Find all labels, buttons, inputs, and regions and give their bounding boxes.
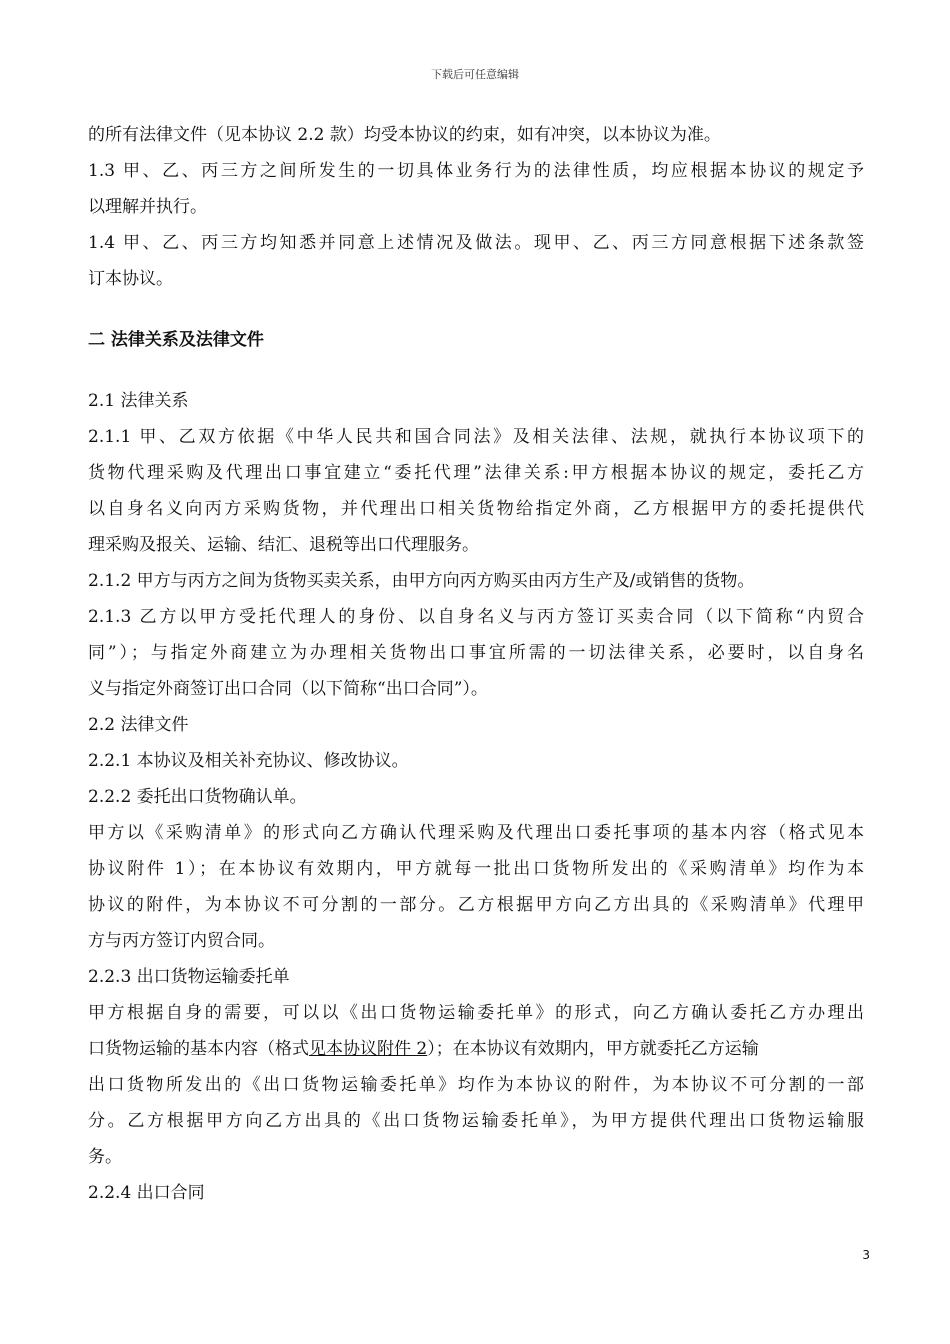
document-body <box>88 117 864 1211</box>
subsection-title: 2.2 法律文件 <box>88 715 189 735</box>
paragraph-line: 货物代理采购及代理出口事宜建立“委托代理”法律关系:甲方根据本协议的规定，委托乙方 <box>88 463 864 483</box>
paragraph-line <box>88 1031 864 1067</box>
underlined-reference: 见本协议附件 2 <box>309 1039 428 1059</box>
subsection-title: 2.1 法律关系 <box>88 391 189 411</box>
paragraph-line: 2.1.3 乙方以甲方受托代理人的身份、以自身名义与丙方签订买卖合同（以下简称“内贸合 <box>88 607 864 627</box>
subsection-title: 2.2.4 出口合同 <box>88 1183 205 1203</box>
paragraph-line: 务。 <box>88 1147 122 1167</box>
paragraph-line: 同”）；与指定外商建立为办理相关货物出口事宜所需的一切法律关系，必要时，以自身名 <box>88 643 864 663</box>
page-number: 3 <box>862 1248 870 1262</box>
paragraph-line: 分。乙方根据甲方向乙方出具的《出口货物运输委托单》，为甲方提供代理出口货物运输服 <box>88 1111 864 1131</box>
paragraph-line: 甲方根据自身的需要，可以以《出口货物运输委托单》的形式，向乙方确认委托乙方办理出 <box>88 1003 864 1023</box>
text-segment: 口货物运输的基本内容（格式 <box>88 1039 309 1059</box>
paragraph-line: 2.1.1 甲、乙双方依据《中华人民共和国合同法》及相关法律、法规，就执行本协议项下的 <box>88 427 864 447</box>
paragraph-line: 协议附件 1）；在本协议有效期内，甲方就每一批出口货物所发出的《采购清单》均作为本 <box>88 859 864 879</box>
paragraph-line: 以自身名义向丙方采购货物，并代理出口相关货物给指定外商，乙方根据甲方的委托提供代 <box>88 499 864 519</box>
paragraph-line: 2.2.1 本协议及相关补充协议、修改协议。 <box>88 751 409 771</box>
paragraph-line: 订本协议。 <box>88 269 173 289</box>
paragraph-line: 协议的附件，为本协议不可分割的一部分。乙方根据甲方向乙方出具的《采购清单》代理甲 <box>88 895 864 915</box>
paragraph-line: 的所有法律文件（见本协议 2.2 款）均受本协议的约束，如有冲突，以本协议为准。 <box>88 125 721 145</box>
paragraph-line: 1.3 甲、乙、丙三方之间所发生的一切具体业务行为的法律性质，均应根据本协议的规定予 <box>88 161 864 181</box>
paragraph-line: 理采购及报关、运输、结汇、退税等出口代理服务。 <box>88 535 479 555</box>
paragraph-line: 出口货物所发出的《出口货物运输委托单》均作为本协议的附件，为本协议不可分割的一部 <box>88 1075 864 1095</box>
paragraph-line: 义与指定外商签订出口合同（以下简称“出口合同”）。 <box>88 679 488 699</box>
paragraph-line: 以理解并执行。 <box>88 197 207 217</box>
section-heading: 二 法律关系及法律文件 <box>88 330 264 350</box>
paragraph-line: 2.2.2 委托出口货物确认单。 <box>88 787 307 807</box>
paragraph-line: 甲方以《采购清单》的形式向乙方确认代理采购及代理出口委托事项的基本内容（格式见本 <box>88 823 864 843</box>
text-segment: ）；在本协议有效期内，甲方就委托乙方运输 <box>427 1039 759 1059</box>
page-header: 下载后可任意编辑 <box>431 68 519 81</box>
paragraph-line: 1.4 甲、乙、丙三方均知悉并同意上述情况及做法。现甲、乙、丙三方同意根据下述条款签 <box>88 233 864 253</box>
paragraph-line: 方与丙方签订内贸合同。 <box>88 931 275 951</box>
paragraph-line: 2.1.2 甲方与丙方之间为货物买卖关系，由甲方向丙方购买由丙方生产及/或销售的货物。 <box>88 571 755 591</box>
subsection-title: 2.2.3 出口货物运输委托单 <box>88 967 290 987</box>
